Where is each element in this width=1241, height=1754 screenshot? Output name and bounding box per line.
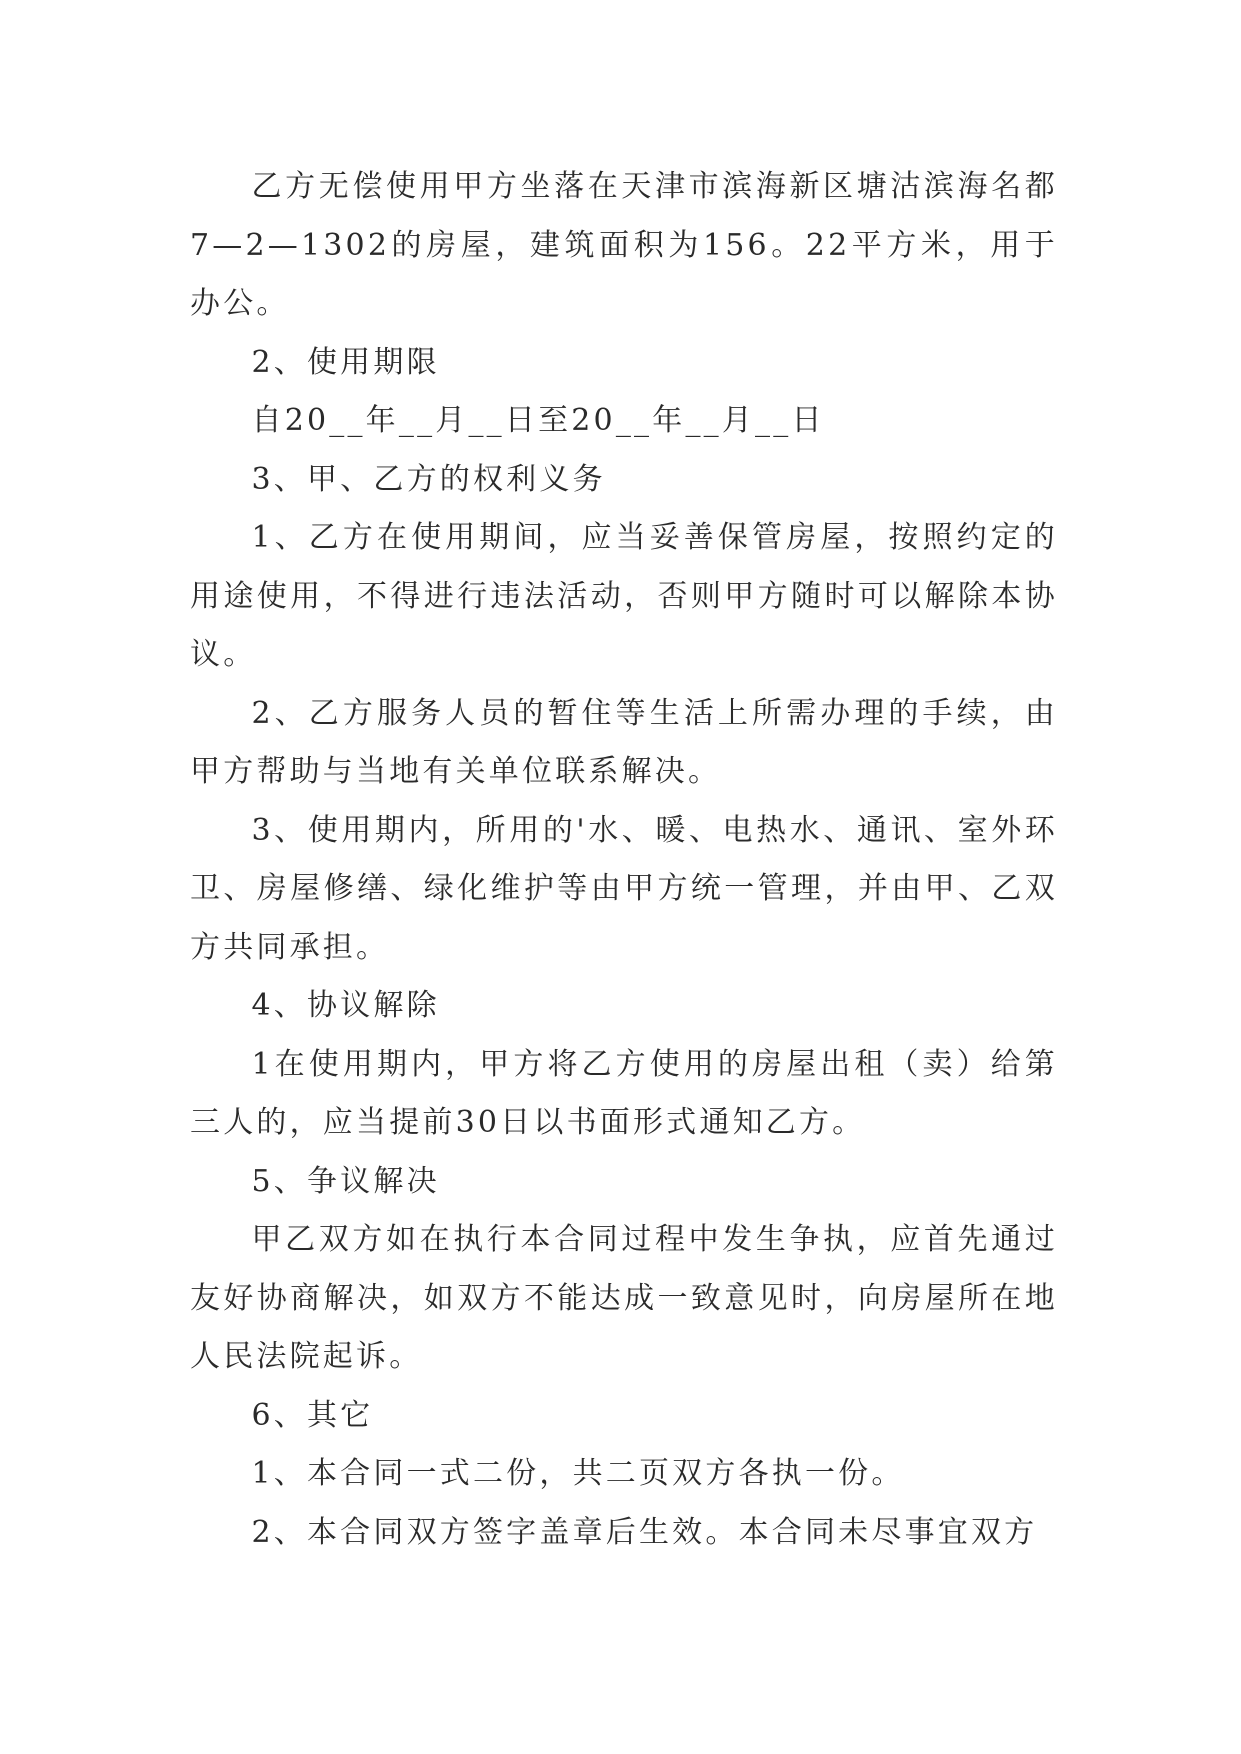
heading-dispute-resolution: 5、争议解决 [251, 1163, 440, 1199]
paragraph-other-1: 1、本合同一式二份，共二页双方各执一份。 [251, 1456, 905, 1491]
paragraph-termination-1: 1在使用期内，甲方将乙方使用的房屋出租（卖）给第三人的，应当提前30日以书面形式通知乙方。 [190, 1046, 1058, 1140]
paragraph-obligation-3: 3、使用期内，所用的'水、暖、电热水、通讯、室外环卫、房屋修缮、绿化维护等由甲方统一管理，并由甲、乙双方共同承担。 [190, 812, 1058, 965]
heading-usage-period: 2、使用期限 [251, 344, 440, 380]
paragraph-obligation-1: 1、乙方在使用期间，应当妥善保管房屋，按照约定的用途使用，不得进行违法活动，否则甲方随时可以解除本协议。 [190, 520, 1058, 672]
paragraph-period-dates: 自20__年__月__日至20__年__月__日 [251, 403, 825, 438]
heading-rights-obligations: 3、甲、乙方的权利义务 [251, 461, 606, 497]
paragraph-other-2: 2、本合同双方签字盖章后生效。本合同未尽事宜双方 [251, 1514, 1038, 1550]
paragraph-dispute: 甲乙双方如在执行本合同过程中发生争执，应首先通过友好协商解决，如双方不能达成一致意见时，向房屋所在地人民法院起诉。 [190, 1222, 1058, 1374]
heading-other: 6、其它 [251, 1397, 374, 1433]
heading-termination: 4、协议解除 [251, 988, 440, 1023]
paragraph-usage-property: 乙方无偿使用甲方坐落在天津市滨海新区塘沽滨海名都7—2—1302的房屋，建筑面积为156。22平方米，用于办公。 [190, 169, 1058, 321]
document-body [190, 158, 1058, 1562]
paragraph-obligation-2: 2、乙方服务人员的暂住等生活上所需办理的手续，由甲方帮助与当地有关单位联系解决。 [190, 695, 1058, 789]
